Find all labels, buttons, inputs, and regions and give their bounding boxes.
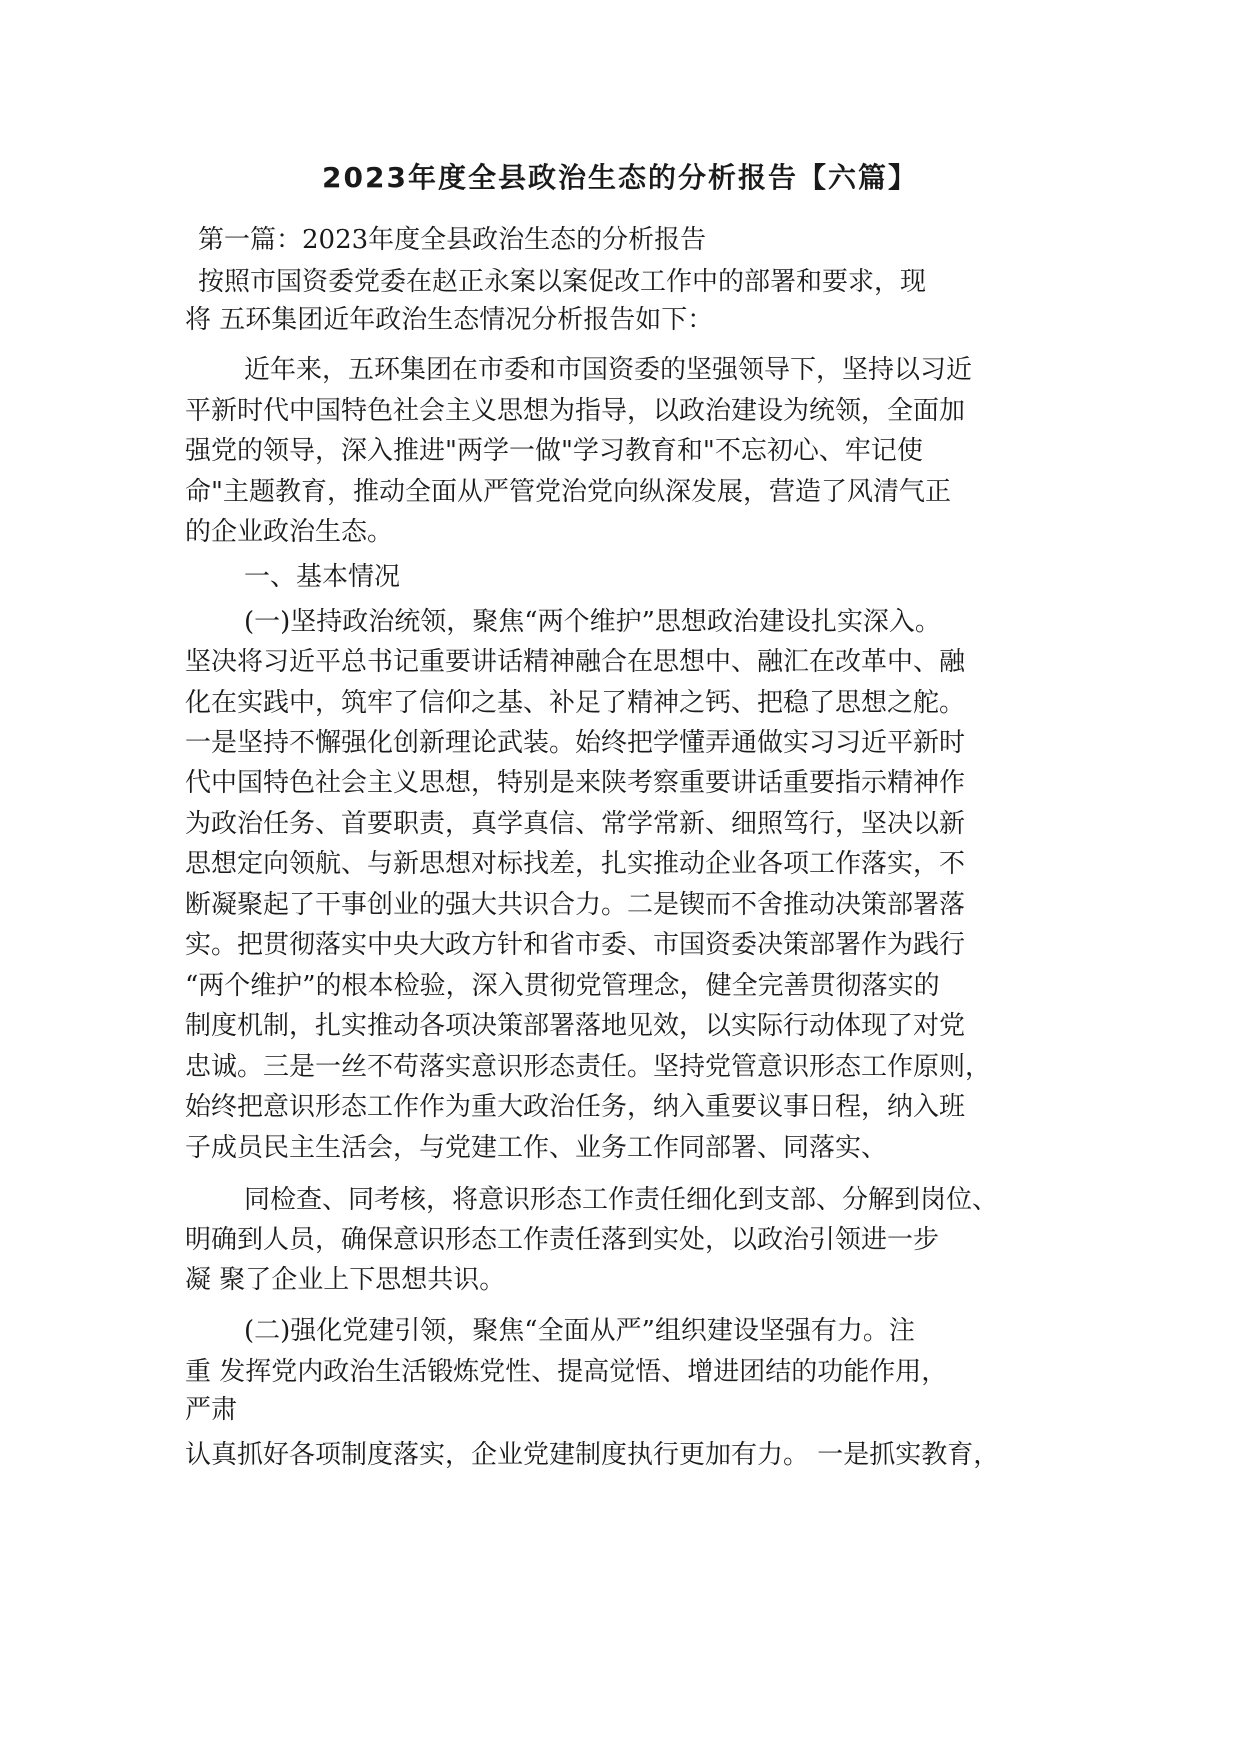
text-line: 命"主题教育，推动全面从严管党治党向纵深发展，营造了风清气正: [185, 477, 951, 507]
text-line: “两个维护”的根本检验，深入贯彻党管理念，健全完善贯彻落实的: [185, 971, 940, 1001]
text-line: 为政治任务、首要职责，真学真信、常学常新、细照笃行，坚决以新: [185, 809, 966, 839]
text-line: 近年来，五环集团在市委和市国资委的坚强领导下，坚持以习近: [244, 355, 973, 385]
section-heading-basic-situation: 一、基本情况: [244, 562, 401, 592]
text-line: 认真抓好各项制度落实，企业党建制度执行更加有力。 一是抓实教育，: [185, 1440, 1000, 1470]
text-line: 将 五环集团近年政治生态情况分析报告如下：: [185, 305, 714, 335]
text-line: 坚决将习近平总书记重要讲话精神融合在思想中、融汇在改革中、融: [185, 647, 966, 677]
subsection-heading-two: (二)强化党建引领，聚焦“全面从严”组织建设坚强有力。注: [244, 1316, 915, 1346]
subsection-heading-one: (一)坚持政治统领，聚焦“两个维护”思想政治建设扎实深入。: [244, 607, 941, 637]
text-line: 明确到人员，确保意识形态工作责任落到实处，以政治引领进一步: [185, 1225, 940, 1255]
text-line: 重 发挥党内政治生活锻炼党性、提高觉悟、增进团结的功能作用，: [185, 1357, 948, 1387]
text-line: 的企业政治生态。: [185, 517, 394, 547]
text-line: 强党的领导，深入推进"两学一做"学习教育和"不忘初心、牢记使: [185, 436, 923, 466]
text-line: 制度机制，扎实推动各项决策部署落地见效，以实际行动体现了对党: [185, 1011, 966, 1041]
text-line: 子成员民主生活会，与党建工作、业务工作同部署、同落实、: [185, 1133, 888, 1163]
text-line: 始终把意识形态工作作为重大政治任务，纳入重要议事日程，纳入班: [185, 1092, 966, 1122]
section-heading-first-article: 第一篇：2023年度全县政治生态的分析报告: [198, 225, 707, 255]
text-line: 严肃: [185, 1395, 238, 1425]
text-line: 同检查、同考核，将意识形态工作责任细化到支部、分解到岗位、: [244, 1185, 999, 1215]
text-line: 代中国特色社会主义思想，特别是来陕考察重要讲话重要指示精神作: [185, 768, 966, 798]
text-line: 思想定向领航、与新思想对标找差，扎实推动企业各项工作落实，不: [185, 849, 966, 879]
text-line: 凝 聚了企业上下思想共识。: [185, 1265, 506, 1295]
text-line: 断凝聚起了干事创业的强大共识合力。二是锲而不舍推动决策部署落: [185, 890, 966, 920]
text-line: 忠诚。三是一丝不苟落实意识形态责任。坚持党管意识形态工作原则，: [185, 1052, 992, 1082]
text-line: 平新时代中国特色社会主义思想为指导，以政治建设为统领，全面加: [185, 396, 966, 426]
text-line: 化在实践中，筑牢了信仰之基、补足了精神之钙、把稳了思想之舵。: [185, 688, 966, 718]
text-line: 实。把贯彻落实中央大政方针和省市委、市国资委决策部署作为践行: [185, 930, 966, 960]
text-line: 按照市国资委党委在赵正永案以案促改工作中的部署和要求，现: [198, 267, 927, 297]
text-line: 一是坚持不懈强化创新理论武装。始终把学懂弄通做实习习近平新时: [185, 728, 966, 758]
document-title: 2023年度全县政治生态的分析报告【六篇】: [322, 161, 918, 194]
